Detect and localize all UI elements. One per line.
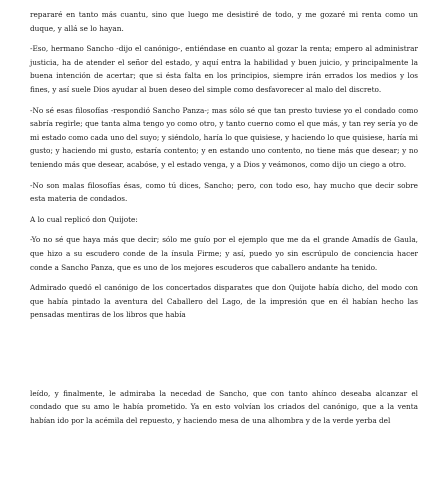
- paragraph-2: -Eso, hermano Sancho -dijo el canónigo-, entiéndase en cuanto al gozar la renta; empero al administrar justicia, ha de atender el señor del estado, y aquí entra la habilidad y buen juicio, y principalmente la buena intención de acertar; que si ésta falta en los principios, siempre irán errados los medios y los fines, y así suele Dios ayudar al buen deseo del simple como desfavorecer al malo del discreto.: [30, 44, 418, 94]
- paragraph-4: -No son malas filosofías ésas, como tú dices, Sancho; pero, con todo eso, hay mucho que decir sobre esta materia de condados.: [30, 180, 418, 204]
- paragraph-7: Admirado quedó el canónigo de los concertados disparates que don Quijote había dicho, del modo con que había pintado la aventura del Caballero del Lago, de la impresión que en él habían hecho las pensadas mentiras de los libros que había: [30, 283, 418, 320]
- document-page: [30, 8, 418, 435]
- paragraph-continuation: leído, y finalmente, le admiraba la necedad de Sancho, que con tanto ahínco deseaba alcanzar el condado que su amo le había prometido. Ya en esto volvían los criados del canónigo, que a la venta habían ido por la acémila del repuesto, y haciendo mesa de una alhombra y de la verde yerba del: [30, 388, 418, 426]
- paragraph-1: repararé en tanto más cuantu, sino que luego me desistiré de todo, y me gozaré mi renta como un duque, y allá se lo hayan.: [30, 10, 418, 33]
- page-break: [30, 329, 418, 387]
- paragraph-5: A lo cual replicó don Quijote:: [30, 214, 138, 224]
- paragraph-6: -Yo no sé que haya más que decir; sólo me guío por el ejemplo que me da el grande Amadís de Gaula, que hizo a su escudero conde de la ínsula Firme; y así, puedo yo sin escrúpulo de conciencia hacer conde a Sancho Panza, que es uno de los mejores escuderos que caballero andante ha tenido.: [30, 235, 418, 272]
- paragraph-3: -No sé esas filosofías -respondió Sancho Panza-; mas sólo sé que tan presto tuviese yo el condado como sabría regirle; que tanta alma tengo yo como otro, y tanto cuerno como el que más, y tan rey sería yo de mi estado como cada uno del suyo; y siéndolo, haría lo que quisiese, y haciendo lo que quisiese, haría mi gusto; y haciendo mi gusto, estaría contento; y en estando uno contento, no tiene más que desear; y no teniendo más que desear, acabóse, y el estado venga, y a Dios y veámonos, como dijo un ciego a otro.: [30, 105, 419, 169]
